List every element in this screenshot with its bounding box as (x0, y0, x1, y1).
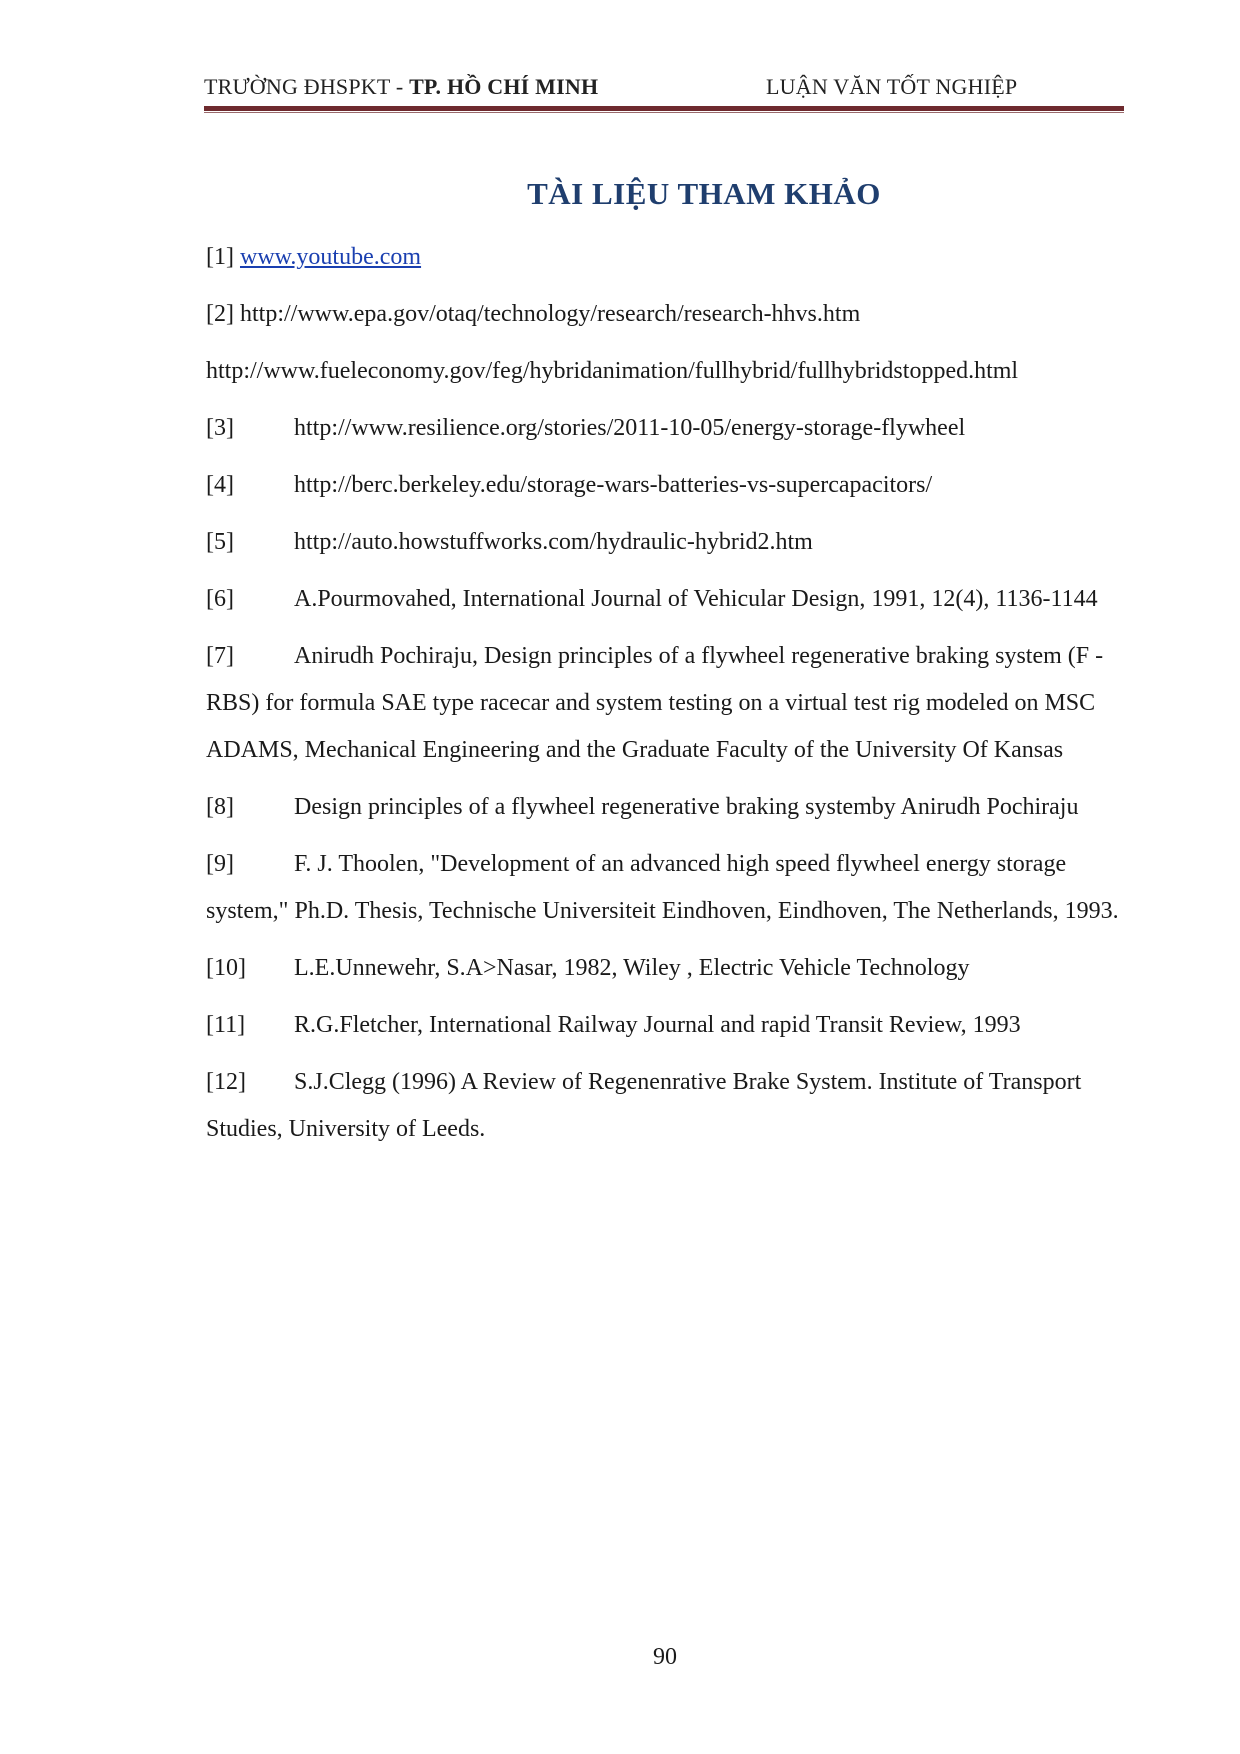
reference-text: R.G.Fletcher, International Railway Journal and rapid Transit Review, 1993 (294, 1012, 1021, 1038)
reference-number: [6] (206, 586, 234, 612)
reference-6 (206, 576, 1131, 623)
reference-number: [12] (206, 1069, 246, 1095)
reference-5 (206, 519, 1131, 566)
reference-2-continued (206, 348, 1131, 395)
header-doc-type: LUẬN VĂN TỐT NGHIỆP (766, 74, 1018, 99)
reference-number: [2] (206, 301, 234, 327)
reference-number: [11] (206, 1012, 246, 1038)
reference-9 (206, 841, 1131, 935)
reference-number: [10] (206, 955, 246, 981)
reference-text: http://www.fueleconomy.gov/feg/hybridanimation/fullhybrid/fullhybridstopped.html (206, 358, 1019, 384)
reference-text: L.E.Unnewehr, S.A>Nasar, 1982, Wiley , Electric Vehicle Technology (294, 955, 970, 981)
reference-2 (206, 291, 1131, 338)
page-header (204, 74, 1124, 106)
reference-number: [4] (206, 472, 234, 498)
reference-number: [3] (206, 415, 234, 441)
reference-3 (206, 405, 1131, 452)
reference-text: S.J.Clegg (1996) A Review of Regenenrative Brake System. Institute of Transport Studies, University of Leeds. (206, 1069, 1082, 1142)
reference-8 (206, 784, 1131, 831)
reference-10 (206, 945, 1131, 992)
reference-text: http://berc.berkeley.edu/storage-wars-batteries-vs-supercapacitors/ (294, 472, 933, 498)
reference-number: [9] (206, 851, 234, 877)
reference-text: A.Pourmovahed, International Journal of Vehicular Design, 1991, 12(4), 1136-1144 (294, 586, 1098, 612)
reference-text: http://www.epa.gov/otaq/technology/research/research-hhvs.htm (239, 301, 861, 327)
header-city: TP. HỒ CHÍ MINH (409, 74, 599, 99)
reference-number: [1] (206, 244, 234, 270)
reference-text: http://www.resilience.org/stories/2011-10-05/energy-storage-flywheel (294, 415, 966, 441)
header-rule-thin (204, 112, 1124, 113)
reference-number: [7] (206, 643, 234, 669)
reference-1 (206, 234, 1131, 281)
reference-link-youtube[interactable]: www.youtube.com (239, 244, 422, 270)
reference-list (206, 234, 1131, 1163)
header-school: TRƯỜNG ĐHSPKT - TP. HỒ CHÍ MINH (204, 74, 599, 99)
page-number: 90 (653, 1644, 677, 1670)
reference-text: http://auto.howstuffworks.com/hydraulic-hybrid2.htm (294, 529, 813, 555)
header-rule (204, 106, 1124, 111)
reference-text: Design principles of a flywheel regenerative braking systemby Anirudh Pochiraju (294, 794, 1079, 820)
reference-12 (206, 1059, 1131, 1153)
reference-7 (206, 633, 1131, 774)
reference-text: Anirudh Pochiraju, Design principles of a flywheel regenerative braking system (F - RBS) for formula SAE type racecar and system testing on a virtual test rig modeled on MSC ADAMS, Mechanical Engineering and the Graduate Faculty of the University Of Kansas (206, 643, 1104, 763)
reference-number: [8] (206, 794, 234, 820)
reference-11 (206, 1002, 1131, 1049)
reference-number: [5] (206, 529, 234, 555)
reference-4 (206, 462, 1131, 509)
page-title: TÀI LIỆU THAM KHẢO (527, 176, 881, 211)
reference-text: F. J. Thoolen, "Development of an advanced high speed flywheel energy storage system," Ph.D. Thesis, Technische Universiteit Eindhoven, Eindhoven, The Netherlands, 1993. (206, 851, 1119, 924)
